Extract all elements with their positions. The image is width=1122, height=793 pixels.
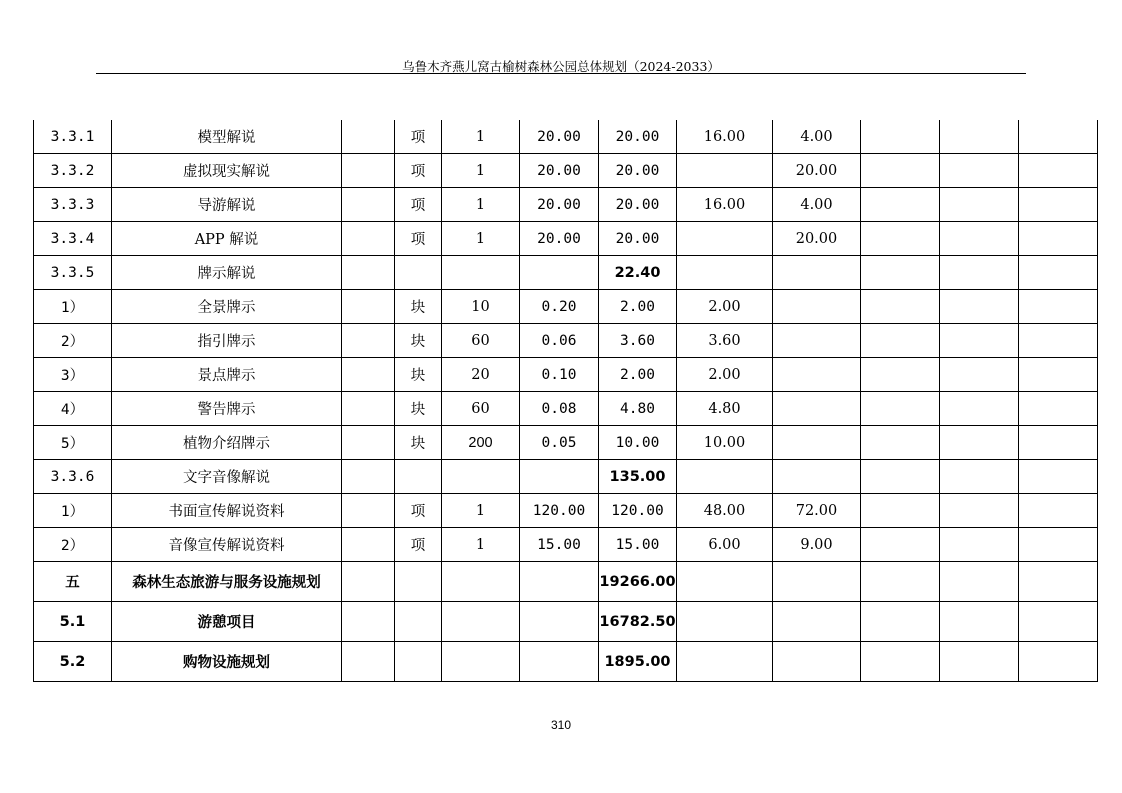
table-row [34, 154, 1098, 188]
extra-cell-a [861, 222, 940, 256]
document-header-title: 乌鲁木齐燕儿窝古榆树森林公园总体规划（2024-2033） [402, 59, 720, 74]
phase-one-cell [677, 222, 773, 256]
item-name-cell: 虚拟现实解说 [112, 154, 342, 188]
table-row [34, 562, 1098, 602]
quantity-cell: 1 [442, 188, 520, 222]
quantity-cell [442, 602, 520, 642]
quantity-cell: 1 [442, 154, 520, 188]
quantity-cell: 20 [442, 358, 520, 392]
item-code-cell: 3.3.2 [34, 154, 112, 188]
remark-cell [342, 392, 395, 426]
unit-cell: 块 [395, 358, 442, 392]
total-cell: 120.00 [599, 494, 677, 528]
extra-cell-a [861, 256, 940, 290]
item-name-cell: 森林生态旅游与服务设施规划 [112, 562, 342, 602]
total-cell: 20.00 [599, 222, 677, 256]
unit-cell: 项 [395, 154, 442, 188]
page-number: 310 [550, 718, 572, 732]
phase-two-cell [773, 256, 861, 290]
unit-price-cell: 120.00 [520, 494, 599, 528]
total-cell: 20.00 [599, 188, 677, 222]
phase-one-cell [677, 562, 773, 602]
total-cell: 4.80 [599, 392, 677, 426]
unit-price-cell [520, 642, 599, 682]
item-code-cell: 五 [34, 562, 112, 602]
total-cell: 2.00 [599, 358, 677, 392]
unit-cell [395, 460, 442, 494]
item-code-cell: 5.1 [34, 602, 112, 642]
extra-cell-a [861, 528, 940, 562]
item-name-cell: 警告牌示 [112, 392, 342, 426]
item-name-cell: 购物设施规划 [112, 642, 342, 682]
phase-two-cell [773, 426, 861, 460]
extra-cell-b [940, 290, 1019, 324]
unit-price-cell: 15.00 [520, 528, 599, 562]
remark-cell [342, 188, 395, 222]
extra-cell-b [940, 222, 1019, 256]
item-code-cell: 1） [34, 290, 112, 324]
extra-cell-a [861, 324, 940, 358]
extra-cell-c [1019, 494, 1098, 528]
item-name-cell: 游憩项目 [112, 602, 342, 642]
unit-cell: 项 [395, 222, 442, 256]
extra-cell-b [940, 562, 1019, 602]
extra-cell-c [1019, 358, 1098, 392]
table-row [34, 290, 1098, 324]
quantity-cell [442, 642, 520, 682]
extra-cell-b [940, 188, 1019, 222]
unit-price-cell: 20.00 [520, 120, 599, 154]
quantity-cell [442, 562, 520, 602]
phase-one-cell: 4.80 [677, 392, 773, 426]
extra-cell-b [940, 392, 1019, 426]
extra-cell-c [1019, 256, 1098, 290]
extra-cell-c [1019, 642, 1098, 682]
remark-cell [342, 460, 395, 494]
item-code-cell: 1） [34, 494, 112, 528]
extra-cell-a [861, 562, 940, 602]
phase-two-cell [773, 324, 861, 358]
item-name-cell: 文字音像解说 [112, 460, 342, 494]
unit-price-cell [520, 256, 599, 290]
phase-one-cell: 2.00 [677, 358, 773, 392]
table-row [34, 120, 1098, 154]
phase-one-cell: 16.00 [677, 120, 773, 154]
item-code-cell: 3.3.3 [34, 188, 112, 222]
phase-two-cell: 20.00 [773, 154, 861, 188]
quantity-cell [442, 460, 520, 494]
unit-cell [395, 256, 442, 290]
table-row [34, 426, 1098, 460]
item-code-cell: 3.3.1 [34, 120, 112, 154]
unit-cell: 项 [395, 188, 442, 222]
table-row [34, 392, 1098, 426]
item-code-cell: 2） [34, 324, 112, 358]
extra-cell-c [1019, 154, 1098, 188]
total-cell: 16782.50 [599, 602, 677, 642]
item-name-cell: 全景牌示 [112, 290, 342, 324]
extra-cell-b [940, 528, 1019, 562]
remark-cell [342, 222, 395, 256]
unit-price-cell: 0.06 [520, 324, 599, 358]
total-cell: 1895.00 [599, 642, 677, 682]
extra-cell-c [1019, 392, 1098, 426]
extra-cell-b [940, 256, 1019, 290]
unit-cell [395, 562, 442, 602]
extra-cell-c [1019, 460, 1098, 494]
quantity-cell: 60 [442, 392, 520, 426]
unit-price-cell: 0.10 [520, 358, 599, 392]
extra-cell-a [861, 602, 940, 642]
unit-cell: 项 [395, 120, 442, 154]
remark-cell [342, 642, 395, 682]
phase-two-cell [773, 602, 861, 642]
total-cell: 2.00 [599, 290, 677, 324]
extra-cell-c [1019, 528, 1098, 562]
phase-one-cell [677, 602, 773, 642]
phase-two-cell: 4.00 [773, 120, 861, 154]
extra-cell-c [1019, 188, 1098, 222]
remark-cell [342, 426, 395, 460]
remark-cell [342, 358, 395, 392]
phase-one-cell [677, 154, 773, 188]
extra-cell-b [940, 460, 1019, 494]
extra-cell-c [1019, 290, 1098, 324]
extra-cell-a [861, 120, 940, 154]
item-code-cell: 3） [34, 358, 112, 392]
extra-cell-a [861, 154, 940, 188]
extra-cell-a [861, 188, 940, 222]
unit-cell: 块 [395, 426, 442, 460]
unit-price-cell: 20.00 [520, 188, 599, 222]
remark-cell [342, 562, 395, 602]
item-name-cell: 景点牌示 [112, 358, 342, 392]
phase-one-cell [677, 256, 773, 290]
phase-two-cell [773, 290, 861, 324]
item-code-cell: 5.2 [34, 642, 112, 682]
quantity-cell: 1 [442, 120, 520, 154]
extra-cell-b [940, 426, 1019, 460]
total-cell: 20.00 [599, 154, 677, 188]
extra-cell-a [861, 426, 940, 460]
item-name-cell: 音像宣传解说资料 [112, 528, 342, 562]
table-row [34, 460, 1098, 494]
extra-cell-b [940, 154, 1019, 188]
item-code-cell: 3.3.4 [34, 222, 112, 256]
phase-one-cell: 3.60 [677, 324, 773, 358]
item-name-cell: 模型解说 [112, 120, 342, 154]
phase-two-cell [773, 460, 861, 494]
quantity-cell: 10 [442, 290, 520, 324]
item-name-cell: 植物介绍牌示 [112, 426, 342, 460]
item-name-cell: APP 解说 [112, 222, 342, 256]
table-row [34, 222, 1098, 256]
unit-cell: 块 [395, 392, 442, 426]
extra-cell-b [940, 120, 1019, 154]
remark-cell [342, 256, 395, 290]
unit-price-cell [520, 602, 599, 642]
quantity-cell: 1 [442, 528, 520, 562]
phase-two-cell [773, 392, 861, 426]
extra-cell-b [940, 642, 1019, 682]
total-cell: 22.40 [599, 256, 677, 290]
phase-one-cell: 2.00 [677, 290, 773, 324]
table-row [34, 528, 1098, 562]
total-cell: 15.00 [599, 528, 677, 562]
total-cell: 19266.00 [599, 562, 677, 602]
phase-one-cell: 16.00 [677, 188, 773, 222]
item-name-cell: 书面宣传解说资料 [112, 494, 342, 528]
table-row [34, 188, 1098, 222]
remark-cell [342, 154, 395, 188]
phase-one-cell [677, 460, 773, 494]
quantity-cell: 1 [442, 222, 520, 256]
extra-cell-c [1019, 426, 1098, 460]
remark-cell [342, 290, 395, 324]
item-code-cell: 3.3.5 [34, 256, 112, 290]
unit-cell: 块 [395, 324, 442, 358]
extra-cell-b [940, 358, 1019, 392]
total-cell: 3.60 [599, 324, 677, 358]
extra-cell-a [861, 358, 940, 392]
quantity-cell: 200 [442, 426, 520, 460]
remark-cell [342, 602, 395, 642]
phase-two-cell: 20.00 [773, 222, 861, 256]
extra-cell-c [1019, 222, 1098, 256]
extra-cell-c [1019, 602, 1098, 642]
item-name-cell: 导游解说 [112, 188, 342, 222]
phase-two-cell [773, 358, 861, 392]
extra-cell-a [861, 642, 940, 682]
header-rule [96, 73, 1026, 74]
unit-cell: 项 [395, 528, 442, 562]
item-code-cell: 5） [34, 426, 112, 460]
table-row [34, 256, 1098, 290]
remark-cell [342, 494, 395, 528]
item-code-cell: 4） [34, 392, 112, 426]
item-name-cell: 牌示解说 [112, 256, 342, 290]
phase-one-cell: 48.00 [677, 494, 773, 528]
remark-cell [342, 324, 395, 358]
table-row [34, 642, 1098, 682]
extra-cell-a [861, 494, 940, 528]
unit-cell: 块 [395, 290, 442, 324]
total-cell: 135.00 [599, 460, 677, 494]
extra-cell-c [1019, 562, 1098, 602]
unit-cell [395, 642, 442, 682]
table-row [34, 324, 1098, 358]
unit-price-cell: 0.20 [520, 290, 599, 324]
remark-cell [342, 528, 395, 562]
unit-price-cell [520, 460, 599, 494]
phase-one-cell: 10.00 [677, 426, 773, 460]
quantity-cell: 60 [442, 324, 520, 358]
unit-price-cell [520, 562, 599, 602]
phase-two-cell [773, 642, 861, 682]
remark-cell [342, 120, 395, 154]
item-name-cell: 指引牌示 [112, 324, 342, 358]
budget-table [33, 120, 1098, 682]
table-row [34, 358, 1098, 392]
quantity-cell: 1 [442, 494, 520, 528]
table-row [34, 494, 1098, 528]
phase-one-cell: 6.00 [677, 528, 773, 562]
extra-cell-a [861, 460, 940, 494]
phase-two-cell: 9.00 [773, 528, 861, 562]
budget-table-body [34, 120, 1098, 682]
item-code-cell: 3.3.6 [34, 460, 112, 494]
table-row [34, 602, 1098, 642]
unit-cell: 项 [395, 494, 442, 528]
item-code-cell: 2） [34, 528, 112, 562]
unit-cell [395, 602, 442, 642]
total-cell: 10.00 [599, 426, 677, 460]
extra-cell-c [1019, 120, 1098, 154]
unit-price-cell: 0.08 [520, 392, 599, 426]
extra-cell-b [940, 324, 1019, 358]
extra-cell-c [1019, 324, 1098, 358]
extra-cell-a [861, 392, 940, 426]
extra-cell-a [861, 290, 940, 324]
extra-cell-b [940, 494, 1019, 528]
unit-price-cell: 0.05 [520, 426, 599, 460]
phase-two-cell: 4.00 [773, 188, 861, 222]
unit-price-cell: 20.00 [520, 154, 599, 188]
quantity-cell [442, 256, 520, 290]
total-cell: 20.00 [599, 120, 677, 154]
extra-cell-b [940, 602, 1019, 642]
phase-two-cell: 72.00 [773, 494, 861, 528]
unit-price-cell: 20.00 [520, 222, 599, 256]
phase-two-cell [773, 562, 861, 602]
phase-one-cell [677, 642, 773, 682]
